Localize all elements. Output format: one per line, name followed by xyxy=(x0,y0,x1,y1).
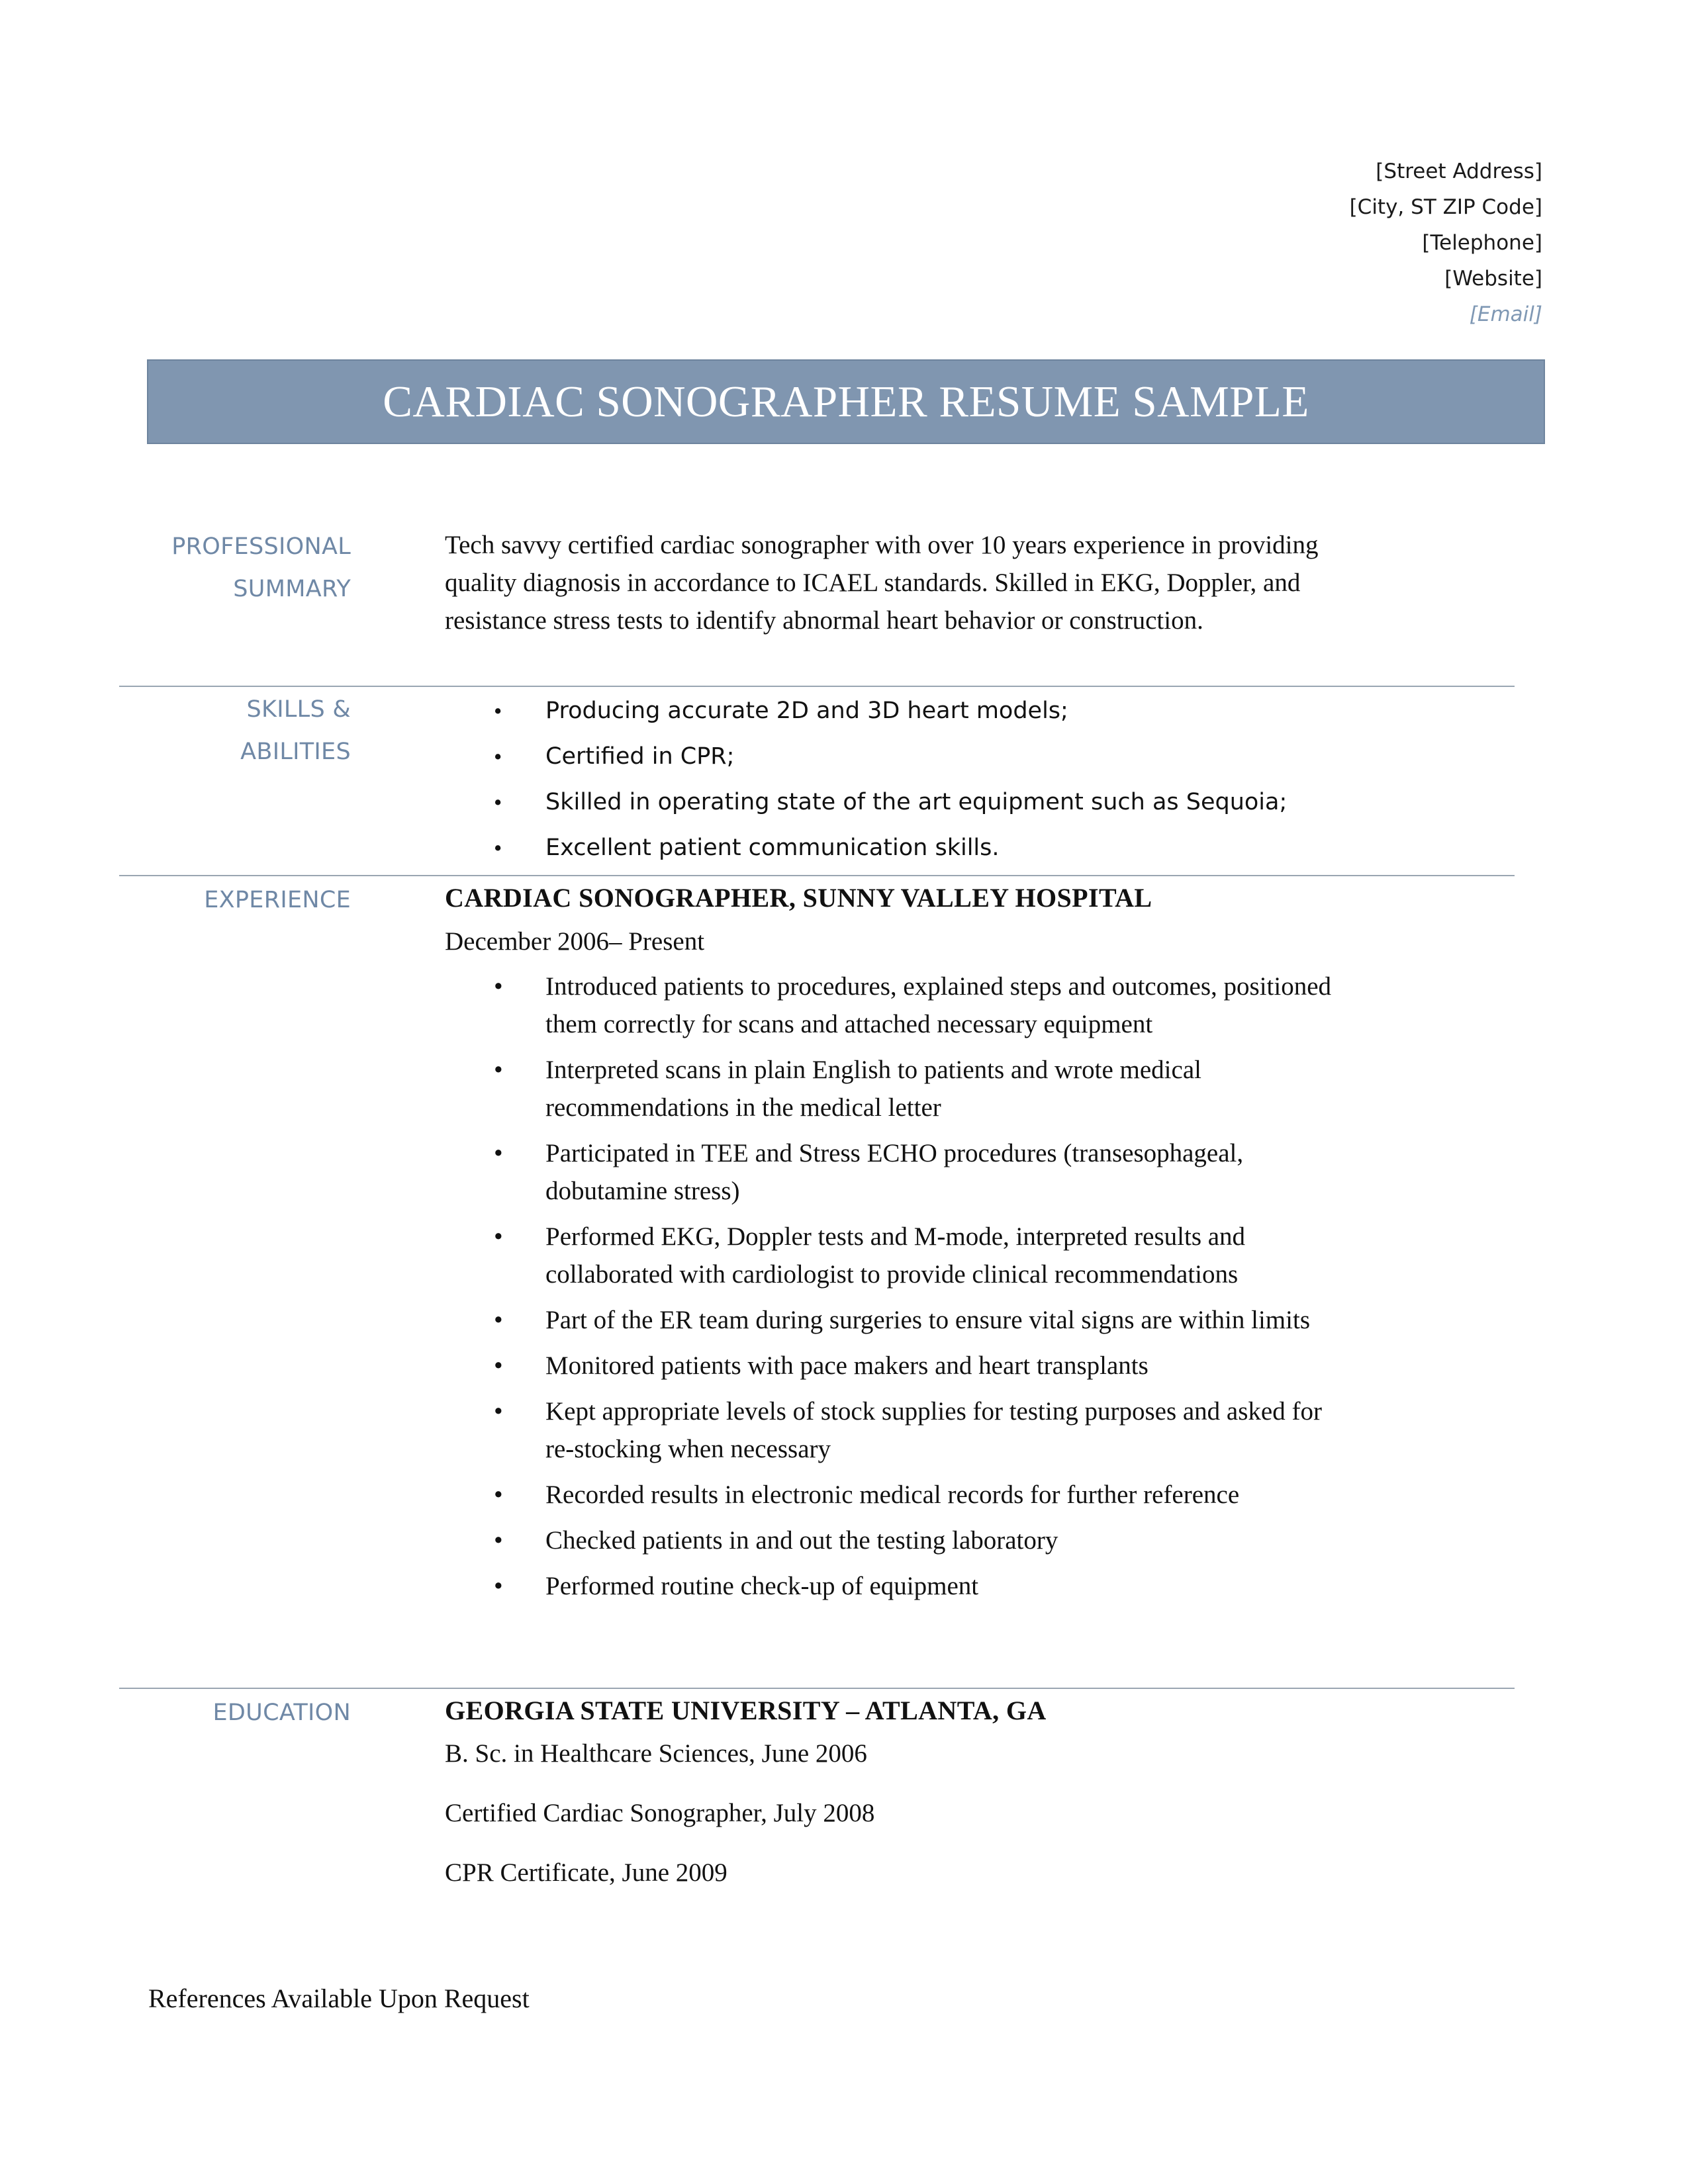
contact-block xyxy=(1350,154,1542,332)
bullet-icon: • xyxy=(494,835,502,861)
duty-text: Performed routine check-up of equipment xyxy=(545,1572,979,1600)
summary-label-line1: PROFESSIONAL xyxy=(171,533,351,560)
duty-text: Recorded results in electronic medical records for further reference xyxy=(545,1480,1240,1509)
bullet-icon: • xyxy=(494,1351,503,1380)
school-name: GEORGIA STATE UNIVERSITY – ATLANTA, GA xyxy=(445,1696,1047,1725)
bullet-icon: • xyxy=(494,744,502,770)
duty-text: Kept appropriate levels of stock supplies for testing purposes and asked for re-stocking when necessary xyxy=(545,1397,1322,1463)
summary-section xyxy=(445,526,1332,639)
references-note: References Available Upon Request xyxy=(148,1983,530,2013)
website: [Website] xyxy=(1444,267,1542,291)
bullet-icon: • xyxy=(494,1480,503,1509)
skills-list xyxy=(445,688,1332,871)
bullet-icon: • xyxy=(494,698,502,724)
bullet-icon: • xyxy=(494,1397,503,1426)
duty-text: Checked patients in and out the testing laboratory xyxy=(545,1526,1058,1555)
duty-text: Performed EKG, Doppler tests and M-mode, interpreted results and collaborated with cardiologist to provide clinical recommendations xyxy=(545,1222,1246,1289)
skill-text: Skilled in operating state of the art equipment such as Sequoia; xyxy=(545,789,1288,815)
summary-text: Tech savvy certified cardiac sonographer with over 10 years experience in providing quality diagnosis in accordance to ICAEL standards. Skilled in EKG, Doppler, and resistance stress tests to identify abnormal heart behavior or construction. xyxy=(445,531,1319,635)
duty-text: Participated in TEE and Stress ECHO procedures (transesophageal, dobutamine stress) xyxy=(545,1139,1244,1205)
summary-label-line2: SUMMARY xyxy=(233,576,351,602)
skill-text: Producing accurate 2D and 3D heart models; xyxy=(545,698,1068,724)
list-item xyxy=(445,1051,1332,1126)
section-divider xyxy=(119,875,1515,876)
list-item xyxy=(445,1134,1332,1210)
bullet-icon: • xyxy=(494,1306,503,1334)
certification: CPR Certificate, June 2009 xyxy=(445,1858,727,1887)
experience-label: EXPERIENCE xyxy=(204,887,351,913)
skills-label: SKILLS & ABILITIES xyxy=(240,696,351,765)
list-item xyxy=(445,1347,1332,1385)
degree: B. Sc. in Healthcare Sciences, June 2006 xyxy=(445,1739,867,1768)
page-title: CARDIAC SONOGRAPHER RESUME SAMPLE xyxy=(383,377,1309,426)
list-item xyxy=(445,968,1332,1043)
street-address: [Street Address] xyxy=(1376,159,1542,183)
list-item xyxy=(445,1476,1332,1514)
experience-section xyxy=(445,878,1332,1613)
bullet-icon: • xyxy=(494,1572,503,1600)
list-item xyxy=(445,825,1332,871)
section-divider xyxy=(119,686,1515,687)
bullet-icon: • xyxy=(494,972,503,1001)
list-item xyxy=(445,780,1332,825)
education-section xyxy=(445,1690,1332,1893)
experience-list xyxy=(445,968,1332,1605)
section-divider xyxy=(119,1688,1515,1689)
bullet-icon: • xyxy=(494,1222,503,1251)
email: [Email] xyxy=(1469,302,1542,326)
city-state-zip: [City, ST ZIP Code] xyxy=(1349,195,1542,219)
skills-section xyxy=(445,688,1332,871)
list-item xyxy=(445,734,1332,780)
bullet-icon: • xyxy=(494,1139,503,1167)
list-item xyxy=(445,1392,1332,1468)
list-item xyxy=(445,1301,1332,1339)
duty-text: Interpreted scans in plain English to patients and wrote medical recommendations in the medical letter xyxy=(545,1056,1201,1122)
duty-text: Introduced patients to procedures, explained steps and outcomes, positioned them correctly for scans and attached necessary equipment xyxy=(545,972,1332,1038)
title-banner xyxy=(147,359,1545,444)
list-item xyxy=(445,1567,1332,1605)
list-item xyxy=(445,688,1332,734)
bullet-icon: • xyxy=(494,790,502,815)
duty-text: Part of the ER team during surgeries to ensure vital signs are within limits xyxy=(545,1306,1310,1334)
telephone: [Telephone] xyxy=(1422,231,1542,255)
bullet-icon: • xyxy=(494,1056,503,1084)
duty-text: Monitored patients with pace makers and heart transplants xyxy=(545,1351,1149,1380)
certification: Certified Cardiac Sonographer, July 2008 xyxy=(445,1799,875,1827)
bullet-icon: • xyxy=(494,1526,503,1555)
job-title: CARDIAC SONOGRAPHER, SUNNY VALLEY HOSPITAL xyxy=(445,883,1152,913)
list-item xyxy=(445,1522,1332,1559)
skill-text: Excellent patient communication skills. xyxy=(545,835,1000,861)
job-dates: December 2006– Present xyxy=(445,927,705,956)
summary-label xyxy=(152,525,351,610)
skill-text: Certified in CPR; xyxy=(545,743,735,770)
list-item xyxy=(445,1218,1332,1293)
education-label: EDUCATION xyxy=(212,1700,351,1726)
